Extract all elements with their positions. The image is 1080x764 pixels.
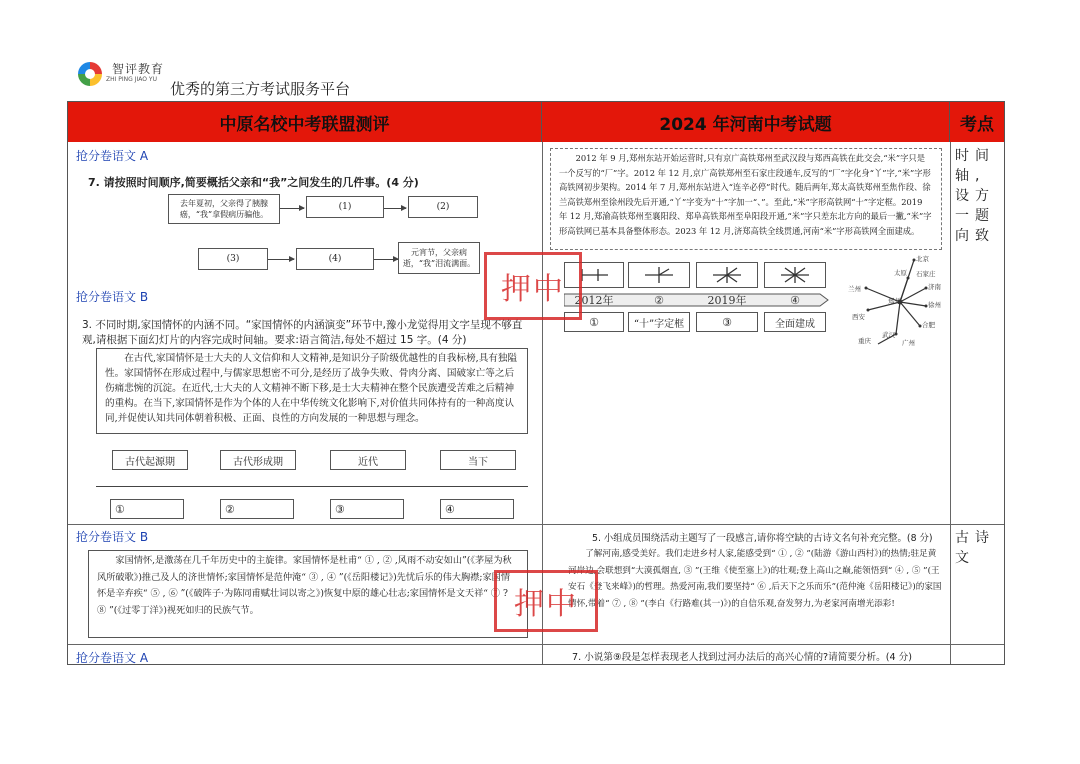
question-5: 5. 小组成员围绕活动主题写了一段感言,请你将空缺的古诗文名句补充完整。(8 分) (592, 533, 933, 544)
city-label: 济南 (928, 283, 941, 291)
rail-glyph-4 (764, 262, 826, 288)
timeline-label-2: 古代形成期 (220, 450, 296, 470)
arrow (268, 259, 294, 260)
blank-box-4: (4) (296, 248, 374, 270)
rail-stage-1: ① (564, 312, 624, 332)
section-title-b: 抢分卷语文 B (76, 290, 149, 304)
rail-stage-4: 全面建成 (764, 312, 826, 332)
city-label: 石家庄 (916, 270, 936, 278)
kaodian-2: 古诗文 (955, 530, 995, 566)
row-divider-2 (68, 644, 1004, 645)
brand-name: 智评教育 (112, 62, 165, 76)
col3-header: 考点 (950, 102, 1004, 142)
rail-glyph-3 (696, 262, 758, 288)
timeline-end-box: 元宵节，父亲病逝，“我”泪流满面。 (398, 242, 480, 274)
section-title-a2: 抢分卷语文 A (76, 651, 149, 665)
col1-header: 中原名校中考联盟测评 (68, 102, 542, 142)
city-label: 重庆 (858, 337, 871, 345)
col2-header: 2024 年河南中考试题 (542, 102, 950, 142)
hit-stamp-1: 押中 (484, 252, 582, 320)
timeline-blank-3: ③ (330, 499, 404, 519)
timeline-axis (96, 486, 528, 487)
rail-glyph-2 (628, 262, 690, 288)
kaodian-1: 时间轴,设方一题向致 (955, 148, 995, 244)
question-3: 3. 不同时期,家国情怀的内涵不同。“家国情怀的内涵演变”环节中,豫小龙觉得用文字呈现不够直观,请根据下面幻灯片的内容完成时间轴。要求:语言简洁,每处不超过 15 字。(4 分) (82, 319, 523, 346)
city-label: 太原 (894, 269, 907, 277)
blank-box-3: (3) (198, 248, 268, 270)
timeline-blank-2: ② (220, 499, 294, 519)
rail-network-map (838, 254, 948, 347)
rail-stage-3: ③ (696, 312, 758, 332)
blank-box-2: (2) (408, 196, 478, 218)
timeline-blank-1: ① (110, 499, 184, 519)
timeline-blank-4: ④ (440, 499, 514, 519)
city-label: 兰州 (848, 285, 861, 293)
timeline-label-4: 当下 (440, 450, 516, 470)
arrow (384, 208, 406, 209)
city-label: 广州 (902, 339, 915, 347)
slide-passage: 在古代,家国情怀是士大夫的人文信仰和人文精神,是知识分子阶级优越性的自我标榜,具有独隘性。家国情怀在形成过程中,与儒家思想密不可分,是经历了战争失败、骨肉分离、国破家亡等之后伤痛悲惋的沉淀。在近代,士大夫的人文精神不断下移,是士大夫精神在整个民族遭受苦难之后精神的重构。在当下,家国情怀是作为个体的人在中华传统文化影响下,对价值共同体持有的一种高度认同,并促使认知共同体朝着积极、正面、良性的方向发展的一种思想与理念。 (96, 348, 528, 434)
city-label: 徐州 (928, 301, 941, 309)
rail-year-1: 2012年 (574, 294, 614, 307)
city-label: 西安 (852, 313, 865, 321)
brand-pinyin: ZHI PING JIAO YU (106, 76, 157, 83)
timeline-label-3: 近代 (330, 450, 406, 470)
city-label: 郑州 (888, 297, 901, 305)
poem-passage-left: 家国情怀,是激荡在几千年历史中的主旋律。家国情怀是杜甫“ ① , ② ,风雨不动安如山”(《茅屋为秋风所破歌》)推己及人的济世情怀;家国情怀是范仲淹“ ③ , ④ ”(《岳阳楼记》)先忧后乐的伟大胸襟;家国情怀是辛弃疾“ ⑤ , ⑥ ”(《破阵子·为陈同甫赋壮词以寄之》)恢复中原的雄心壮志;家国情怀是文天祥“ ⑦ ? ⑧ ”(《过零丁洋》)视死如归的民族气节。 (88, 550, 528, 638)
brand-logo-icon (78, 62, 102, 86)
timeline-start-box: 去年夏初，父亲得了胰腺癌，“我”拿假病历骗他。 (168, 194, 280, 224)
rail-passage: 2012 年 9 月,郑州东站开始运营时,只有京广高铁郑州至武汉段与郑西高铁在此交会,“米”字只是一个反写的“厂”字。2012 年 12 月,京广高铁郑州至石家庄段通车,反写的“厂”字化身“丫”字,“米”字形高铁网初步架构。2014 年 7 月,郑州东站进入“连辛必停”时代。随后两年,郑太高铁郑州至焦作段、徐兰高铁郑州至徐州段先后开通,“丫”字变为“十”字加一“、”。至此,“米”字形高铁网“十”字定框。2019 年 12 月,郑渝高铁郑州至襄阳段、郑阜高铁郑州至阜阳段开通,“米”字只差东北方向的最后一撇,“米”字形高铁网已基本具备整体形态。2023 年 12 月,济郑高铁全线贯通,河南“米”字形高铁网全面建成。 (550, 148, 942, 250)
question-7: 7. 请按照时间顺序,简要概括父亲和“我”之间发生的几件事。(4 分) (88, 176, 419, 189)
timeline-label-1: 古代起源期 (112, 450, 188, 470)
arrow (374, 259, 398, 260)
city-label: 合肥 (922, 321, 935, 329)
section-title-b2: 抢分卷语文 B (76, 530, 149, 544)
blank-box-1: (1) (306, 196, 384, 218)
city-label: 北京 (916, 255, 929, 263)
comparison-table (67, 101, 1005, 665)
brand-slogan: 优秀的第三方考试服务平台 (170, 80, 351, 98)
row-divider-1 (68, 524, 1004, 525)
arrow (280, 208, 304, 209)
hit-stamp-2: 押中 (494, 570, 598, 632)
poem-passage-right: 了解河南,感受美好。我们走进乡村人家,能感受到“ ① , ② ”(陆游《游山西村》)的热情;驻足黄河岸边,会联想到“大漠孤烟直, ③ ”(王维《使至塞上》)的壮观;登上高山之巅,能领悟到“ ④ , ⑤ ”(王安石《登飞来峰》)的哲理。热爱河南,我们要坚持“ ⑥ ,后天下之乐而乐”(范仲淹《岳阳楼记》)的家国情怀,带着“ ⑦ , ⑧ ”(李白《行路难(其一)》)的自信乐观,奋发努力,为老家河南增光添彩! (568, 549, 942, 609)
rail-year-4: ④ (790, 293, 800, 307)
rail-year-2: ② (654, 293, 664, 307)
section-title-a: 抢分卷语文 A (76, 149, 149, 163)
question-7-novel: 7. 小说第⑨段是怎样表现老人找到过河办法后的高兴心情的?请简要分析。(4 分) (572, 652, 912, 663)
rail-stage-2: “十”字定框 (628, 312, 690, 332)
rail-year-3: 2019年 (707, 294, 747, 307)
col-divider-2 (950, 142, 951, 664)
city-label: 武汉 (882, 331, 895, 339)
brand-header (78, 60, 378, 100)
